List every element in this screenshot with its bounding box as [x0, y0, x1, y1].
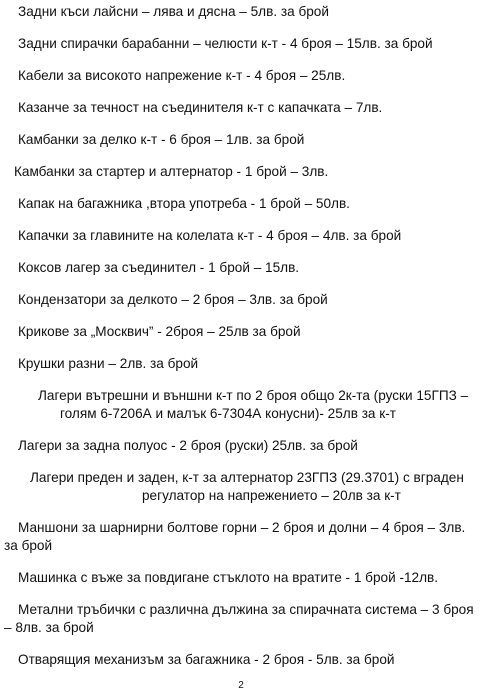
page-number: 2 [238, 680, 244, 691]
list-item-line: – 8лв. за брой [4, 620, 94, 635]
list-item: Отварящия механизъм за багажника - 2 броя - 5лв. за брой [18, 652, 395, 667]
list-item-line: Лагери преден и заден, к-т за алтернатор 23ГПЗ (29.3701) с вграден [30, 470, 464, 485]
list-item-line: Маншони за шарнирни болтове горни – 2 броя и долни – 4 броя – 3лв. [18, 520, 466, 535]
list-item: Задни спирачки барабанни – челюсти к-т - 4 броя – 15лв. за брой [18, 36, 433, 51]
list-item: Капачки за главините на колелата к-т - 4 броя – 4лв. за брой [18, 228, 402, 243]
list-item: Кондензатори за делкото – 2 броя – 3лв. за брой [18, 292, 328, 307]
list-item: Лагери за задна полуос - 2 броя (руски) 25лв. за брой [18, 438, 358, 453]
list-item: Капак на багажника ,втора употреба - 1 брой – 50лв. [18, 196, 350, 211]
list-item: Задни къси лайсни – лява и дясна – 5лв. за брой [18, 4, 329, 19]
list-item: Камбанки за делко к-т - 6 броя – 1лв. за брой [18, 132, 305, 147]
list-item: Камбанки за стартер и алтернатор - 1 брой – 3лв. [14, 164, 329, 179]
list-item-line: голям 6-7206А и малък 6-7304А конусни)- 25лв за к-т [60, 406, 396, 421]
list-item: Кабели за високото напрежение к-т - 4 броя – 25лв. [18, 68, 346, 83]
list-item: Крушки разни – 2лв. за брой [18, 356, 199, 371]
list-item: Казанче за течност на съединителя к-т с капачката – 7лв. [18, 100, 383, 115]
list-item: Коксов лагер за съединител - 1 брой – 15лв. [18, 260, 300, 275]
list-item-line: Метални тръбички с различна дължина за спирачната система – 3 броя [18, 602, 474, 617]
list-item: Машинка с въже за повдигане стъклото на вратите - 1 брой -12лв. [18, 570, 439, 585]
list-item-line: Лагери вътрешни и външни к-т по 2 броя общо 2к-та (руски 15ГПЗ – [38, 388, 469, 403]
list-item-line: за брой [4, 538, 53, 553]
list-item-line: регулатор на напрежението – 20лв за к-т [142, 488, 401, 503]
list-item: Крикове за „Москвич” - 2броя – 25лв за брой [18, 324, 301, 339]
